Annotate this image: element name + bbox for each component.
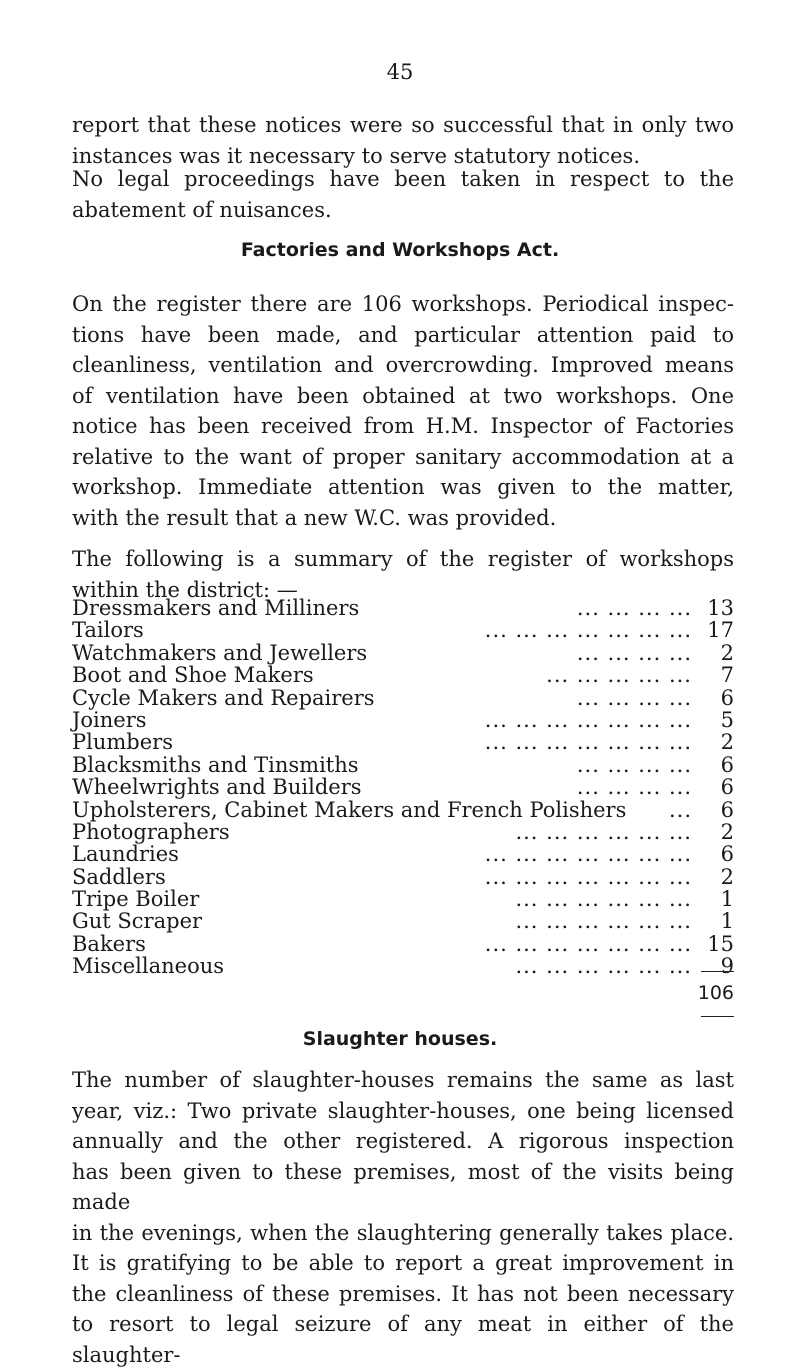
list-item: Tripe Boiler ... ... ... ... ... ... 1 xyxy=(72,887,734,912)
text-line: within the district: — xyxy=(72,577,298,602)
text-line: year, viz.: Two private slaughter-houses, one being licensed xyxy=(72,1098,734,1123)
list-item: Tailors ... ... ... ... ... ... ... 17 xyxy=(72,618,734,643)
list-item: Joiners ... ... ... ... ... ... ... 5 xyxy=(72,707,734,732)
text-line: The following is a summary of the register of workshops xyxy=(72,547,734,571)
workshop-list xyxy=(72,597,734,978)
text-line: annually and the other registered. A rigorous inspection xyxy=(72,1129,734,1153)
list-item: Boot and Shoe Makers ... ... ... ... ... 7 xyxy=(72,663,734,688)
text-line: tions have been made, and particular attention paid to xyxy=(72,322,734,347)
list-item: Upholsterers, Cabinet Makers and French Polishers ... 6 xyxy=(72,797,734,822)
section-heading-slaughter: Slaughter houses. xyxy=(302,1028,498,1050)
list-item: Blacksmiths and Tinsmiths ... ... ... ... 6 xyxy=(72,752,734,777)
list-item: Wheelwrights and Builders ... ... ... ... 6 xyxy=(72,775,734,800)
total-rule-top xyxy=(701,971,734,972)
list-item: Bakers ... ... ... ... ... ... ... 15 xyxy=(72,931,734,956)
list-item: Miscellaneous ... ... ... ... ... ... 9 xyxy=(72,954,734,979)
text-line: the cleanliness of these premises. It has not been necessary xyxy=(72,1281,734,1306)
text-line: of ventilation have been obtained at two workshops. One xyxy=(72,383,734,408)
list-item: Plumbers ... ... ... ... ... ... ... 2 xyxy=(72,730,734,755)
text-line: with the result that a new W.C. was provided. xyxy=(72,505,557,530)
list-item: Dressmakers and Milliners ... ... ... ... 13 xyxy=(72,596,734,620)
text-line: relative to the want of proper sanitary accommodation at a xyxy=(72,444,734,469)
slaughter-paragraph xyxy=(72,1065,734,1370)
text-line: On the register there are 106 workshops. Periodical inspec- xyxy=(72,292,734,316)
legal-paragraph xyxy=(72,164,734,225)
text-line: has been given to these premises, most of the visits being made xyxy=(72,1159,734,1214)
text-line: report that these notices were so successful that in only two xyxy=(72,113,734,137)
list-item: Laundries ... ... ... ... ... ... ... 6 xyxy=(72,842,734,867)
section-heading-factories: Factories and Workshops Act. xyxy=(240,239,560,261)
text-line: notice has been received from H.M. Inspector of Factories xyxy=(72,414,734,438)
workshops-total: 106 xyxy=(697,982,734,1004)
text-line: cleanliness, ventilation and overcrowding. Improved means xyxy=(72,353,734,377)
text-line: No legal proceedings have been taken in respect to the xyxy=(72,167,734,191)
page-number: 45 xyxy=(386,60,414,84)
list-item: Gut Scraper ... ... ... ... ... ... 1 xyxy=(72,909,734,934)
text-line: The number of slaughter-houses remains the same as last xyxy=(72,1068,734,1092)
intro-paragraph xyxy=(72,110,734,171)
text-line: in the evenings, when the slaughtering generally takes place. xyxy=(72,1220,734,1245)
list-item: Saddlers ... ... ... ... ... ... ... 2 xyxy=(72,864,734,889)
list-item: Cycle Makers and Repairers ... ... ... ... 6 xyxy=(72,685,734,710)
list-item: Photographers ... ... ... ... ... ... 2 xyxy=(72,819,734,844)
factories-paragraph xyxy=(72,289,734,533)
text-line: to resort to legal seizure of any meat in either of the slaughter- xyxy=(72,1312,734,1367)
list-item: Watchmakers and Jewellers ... ... ... ... 2 xyxy=(72,640,734,665)
text-line: workshop. Immediate attention was given to the matter, xyxy=(72,475,734,499)
text-line: instances was it necessary to serve statutory notices. xyxy=(72,143,641,168)
text-line: abatement of nuisances. xyxy=(72,197,332,222)
total-rule-bottom xyxy=(701,1016,734,1017)
text-line: It is gratifying to be able to report a great improvement in xyxy=(72,1251,734,1275)
